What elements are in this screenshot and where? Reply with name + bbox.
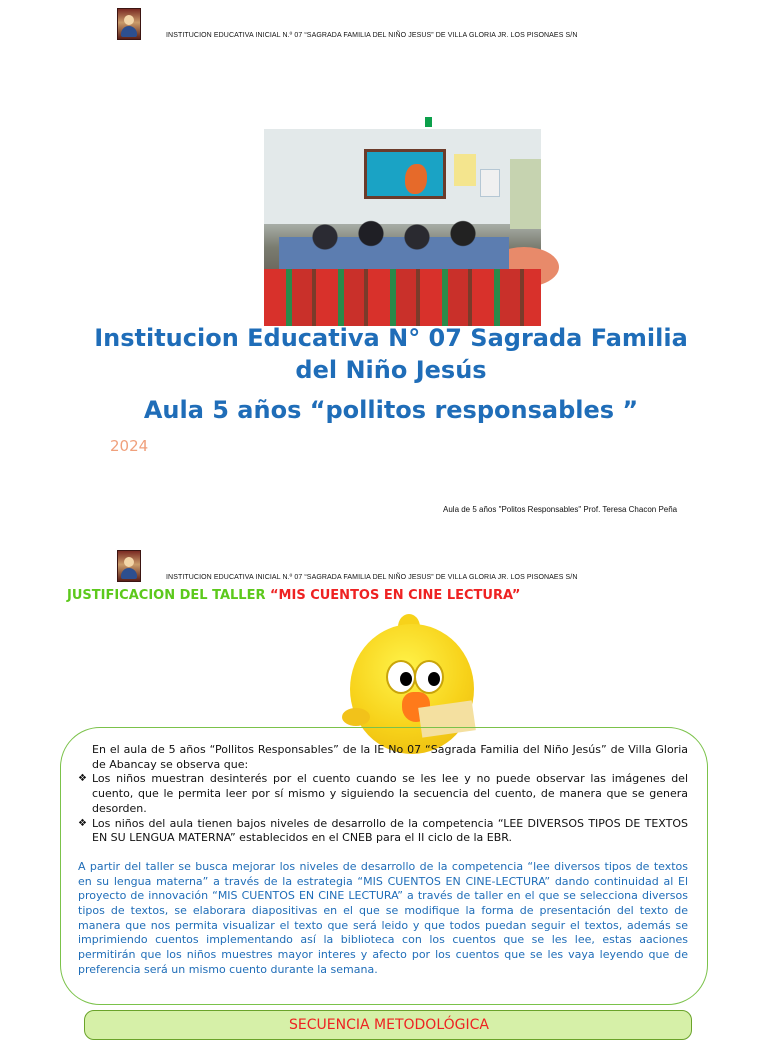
intro-text: En el aula de 5 años “Pollitos Responsables” de la IE No 07 “Sagrada Familia del Niño Jesús” de Villa Gloria de Abancay se observa que: bbox=[92, 743, 688, 771]
justification-heading-workshop: “MIS CUENTOS EN CINE LECTURA” bbox=[270, 588, 521, 603]
cover-subtitle: Aula 5 años “pollitos responsables ” bbox=[143, 396, 639, 424]
header-text-2: INSTITUCION EDUCATIVA INICIAL N.º 07 “SAGRADA FAMILIA DEL NIÑO JESUS” DE VILLA GLORIA JR. LOS PISONAES S/N bbox=[166, 574, 578, 581]
green-marker bbox=[425, 117, 432, 127]
justification-content bbox=[78, 743, 688, 978]
school-logo-2 bbox=[117, 550, 141, 582]
justification-heading bbox=[67, 588, 520, 603]
header-text: INSTITUCION EDUCATIVA INICIAL N.º 07 “SAGRADA FAMILIA DEL NIÑO JESUS” DE VILLA GLORIA JR. LOS PISONAES S/N bbox=[166, 32, 578, 39]
justification-heading-label: JUSTIFICACION DEL TALLER bbox=[67, 588, 270, 603]
page-header bbox=[0, 8, 768, 48]
cover-title-line1: Institucion Educativa N° 07 Sagrada Familia bbox=[94, 324, 688, 352]
diamond-bullet-icon: ❖ bbox=[78, 773, 87, 785]
diamond-bullet-icon: ❖ bbox=[78, 817, 87, 829]
sequence-title: SECUENCIA METODOLÓGICA bbox=[289, 1017, 489, 1033]
list-item-text: Los niños muestran desinterés por el cuento cuando se les lee y no puede observar las imágenes del cuento, que le permita leer por sí mismo y siguiendo la secuencia del cuento, de manera que se genera desorden. bbox=[92, 772, 688, 815]
list-item bbox=[78, 817, 688, 846]
justification-paragraph: A partir del taller se busca mejorar los niveles de desarrollo de la competencia “lee diversos tipos de textos en su lengua materna” a través de la estrategia “MIS CUENTOS EN CINE-LECTURA” dando continuidad al El proyecto de innovación “MIS CUENTOS EN CINE LECTURA” a través de taller en el que se selecciona diversos tipos de textos, se elaborara diapositivas en el que se modifique la forma de presentación del texto de manera que nos permita visualizar el texto que será leido y que todos puedan seguir el textos, además se imprimiendo cuentos implementando así la biblioteca con los cuentos que se les lee, estas aaciones permitirán que los niños muestres mayor interes y afecto por los cuentos que se les vaya leyendo que de preferencia será un mismo cuento durante la semana. bbox=[78, 859, 688, 976]
list-item bbox=[78, 772, 688, 816]
school-logo bbox=[117, 8, 141, 40]
page-footer: Aula de 5 años "Politos Responsables" Prof. Teresa Chacon Peña bbox=[443, 505, 678, 514]
page-header-2 bbox=[0, 550, 768, 590]
observation-list bbox=[78, 772, 688, 846]
cover-title bbox=[0, 322, 782, 386]
sequence-box bbox=[84, 1010, 692, 1040]
classroom-photo bbox=[264, 129, 541, 326]
cover-year: 2024 bbox=[110, 437, 149, 455]
cover-title-line2: del Niño Jesús bbox=[295, 356, 487, 384]
chick-illustration bbox=[332, 614, 492, 728]
list-item-text: Los niños del aula tienen bajos niveles de desarrollo de la competencia “LEE DIVERSOS TIPOS DE TEXTOS EN SU LENGUA MATERNA” establecidos en el CNEB para el II ciclo de la EBR. bbox=[92, 816, 688, 845]
